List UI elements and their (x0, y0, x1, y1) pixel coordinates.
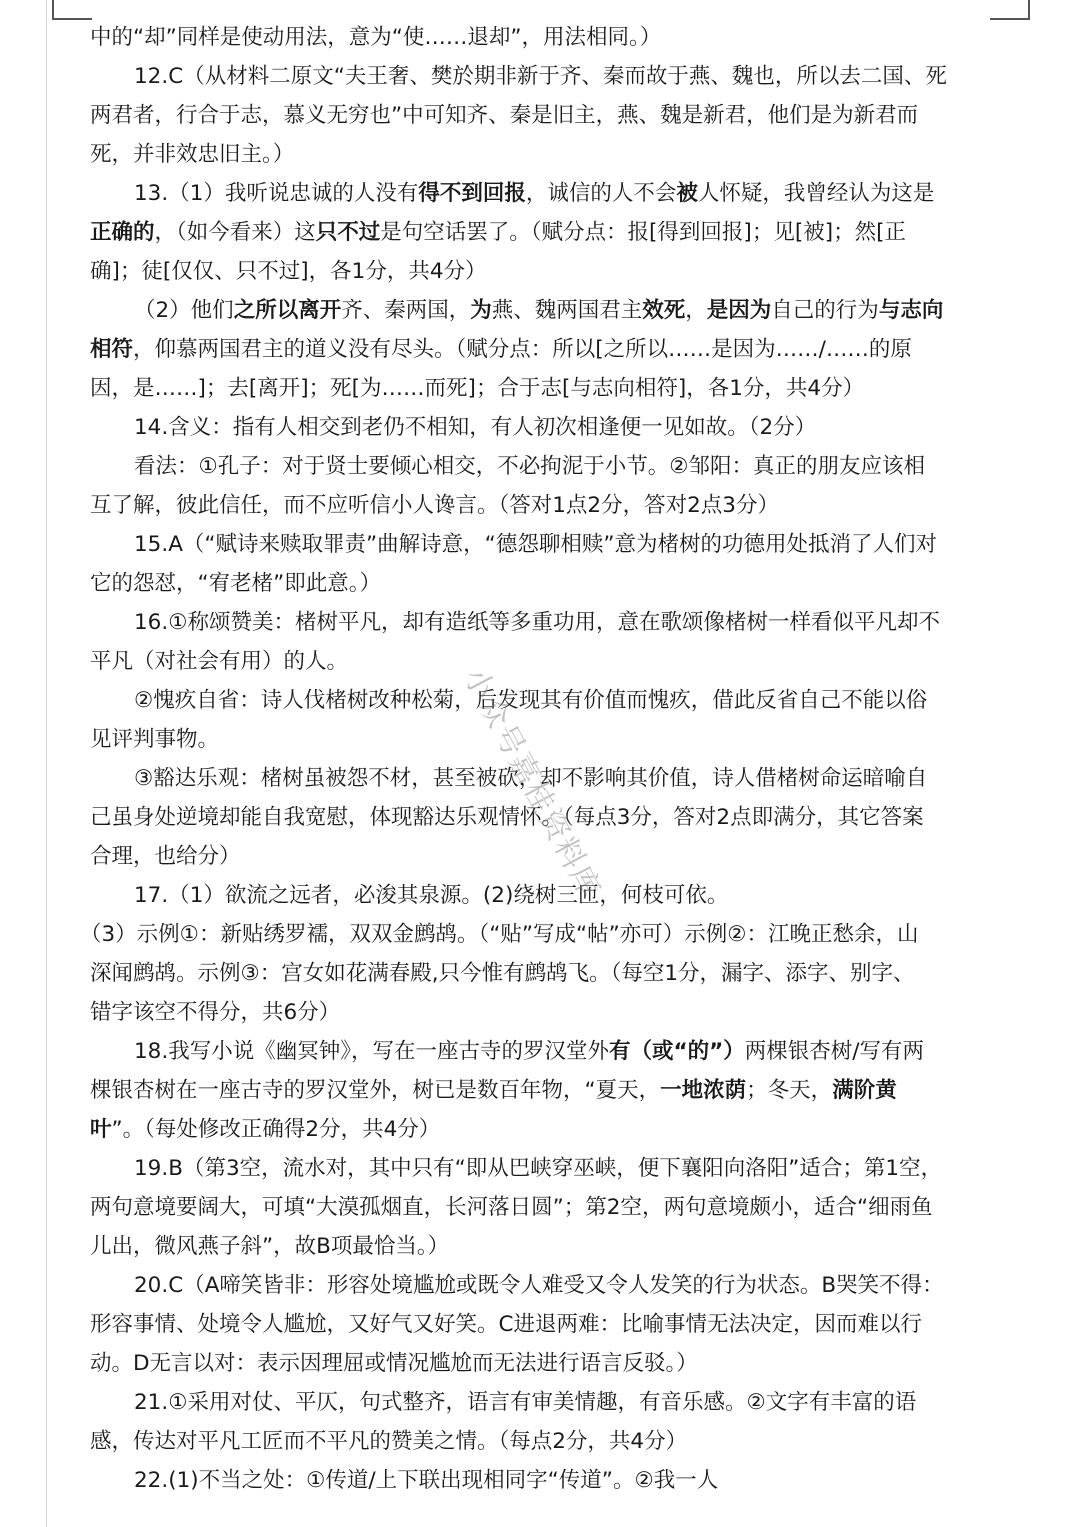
crop-mark-top-right (990, 0, 1030, 20)
text-line: 15.A（“赋诗来赎取罪责”曲解诗意，“德怨聊相赎”意为楮树的功德用处抵消了人们对 (134, 532, 937, 557)
text-line: 儿出，微风燕子斜”，故B项最恰当。） (90, 1234, 450, 1259)
text-line: （3）示例①：新贴绣罗襦，双双金鹧鸪。（“贴”写成“帖”亦可）示例②：江晚正愁余，山 (80, 922, 919, 947)
page-margin-line (46, 0, 47, 1527)
text-line: ②愧疚自省：诗人伐楮树改种松菊，后发现其有价值而愧疚，借此反省自己不能以俗 (134, 688, 928, 713)
text-line: 相符，仰慕两国君主的道义没有尽头。（赋分点：所以[之所以……是因为……/……的原 (90, 337, 912, 362)
text-line: 己虽身处逆境却能自我宽慰，体现豁达乐观情怀。（每点3分，答对2点即满分，其它答案 (90, 805, 924, 830)
text-line: 动。D无言以对：表示因理屈或情况尴尬而无法进行语言反驳。） (90, 1351, 698, 1376)
text-line: 死，并非效忠旧主。） (90, 142, 295, 167)
text-line: 21.①采用对仗、平仄，句式整齐，语言有审美情趣，有音乐感。②文字有丰富的语 (134, 1390, 917, 1415)
text-line: 20.C（A啼笑皆非：形容处境尴尬或既令人难受又令人发笑的行为状态。B哭笑不得： (134, 1273, 944, 1298)
text-line: （2）他们之所以离开齐、秦两国，为燕、魏两国君主效死，是因为自己的行为与志向 (134, 298, 944, 323)
text-line: 错字该空不得分，共6分） (90, 1000, 341, 1025)
text-line: 形容事情、处境令人尴尬，又好气又好笑。C进退两难：比喻事情无法决定，因而难以行 (90, 1312, 923, 1337)
text-line: ③豁达乐观：楮树虽被怨不材，甚至被砍，却不影响其价值，诗人借楮树命运暗喻自 (134, 766, 928, 791)
text-line: 确]；徒[仅仅、只不过]，各1分，共4分） (90, 259, 487, 284)
text-line: 叶”。（每处修改正确得2分，共4分） (90, 1117, 441, 1142)
text-line: 13.（1）我听说忠诚的人没有得不到回报，诚信的人不会被人怀疑，我曾经认为这是 (134, 181, 935, 206)
text-line: 正确的，（如今看来）这只不过是句空话罢了。（赋分点：报[得到回报]；见[被]；然[正 (90, 220, 906, 245)
text-line: 它的怨怼，“宥老楮”即此意。） (90, 571, 382, 596)
text-line: 18.我写小说《幽冥钟》，写在一座古寺的罗汉堂外有（或“的”）两棵银杏树/写有两 (134, 1039, 924, 1064)
text-line: 深闻鹧鸪。示例③：宫女如花满春殿,只今惟有鹧鸪飞。（每空1分，漏字、添字、别字、 (90, 961, 915, 986)
text-line: 互了解，彼此信任，而不应听信小人谗言。（答对1点2分，答对2点3分） (90, 493, 779, 518)
text-line: 平凡（对社会有用）的人。 (90, 649, 349, 674)
crop-mark-top-left (52, 0, 92, 20)
text-line: 因，是……]；去[离开]；死[为……而死]；合于志[与志向相符]，各1分，共4分） (90, 376, 865, 401)
text-line: 17.（1）欲流之远者，必浚其泉源。(2)绕树三匝，何枝可依。 (134, 883, 729, 908)
text-line: 12.C（从材料二原文“夫王奢、樊於期非新于齐、秦而故于燕、魏也，所以去二国、死 (134, 64, 947, 89)
text-line: 16.①称颂赞美：楮树平凡，却有造纸等多重功用，意在歌颂像楮树一样看似平凡却不 (134, 610, 940, 635)
text-line: 合理，也给分） (90, 844, 241, 869)
text-line: 19.B（第3空，流水对，其中只有“即从巴峡穿巫峡，便下襄阳向洛阳”适合；第1空， (134, 1156, 943, 1181)
text-line: 棵银杏树在一座古寺的罗汉堂外，树已是数百年物，“夏天，一地浓荫；冬天，满阶黄 (90, 1078, 897, 1103)
text-line: 感，传达对平凡工匠而不平凡的赞美之情。（每点2分，共4分） (90, 1429, 688, 1454)
text-line: 两君者，行合于志，慕义无穷也”中可知齐、秦是旧主，燕、魏是新君，他们是为新君而 (90, 103, 919, 128)
text-line: 22.(1)不当之处：①传道/上下联出现相同字“传道”。②我一人 (134, 1468, 719, 1493)
text-line: 中的“却”同样是使动用法，意为“使……退却”，用法相同。） (90, 25, 662, 50)
text-line: 两句意境要阔大，可填“大漠孤烟直，长河落日圆”；第2空，两句意境颇小，适合“细雨鱼 (90, 1195, 933, 1220)
watermark: 小众号嘉桂资料库 (456, 662, 608, 905)
text-line: 见评判事物。 (90, 727, 220, 752)
text-line: 看法：①孔子：对于贤士要倾心相交，不必拘泥于小节。②邹阳：真正的朋友应该相 (134, 454, 926, 479)
text-line: 14.含义：指有人相交到老仍不相知，有人初次相逢便一见如故。（2分） (134, 415, 817, 440)
